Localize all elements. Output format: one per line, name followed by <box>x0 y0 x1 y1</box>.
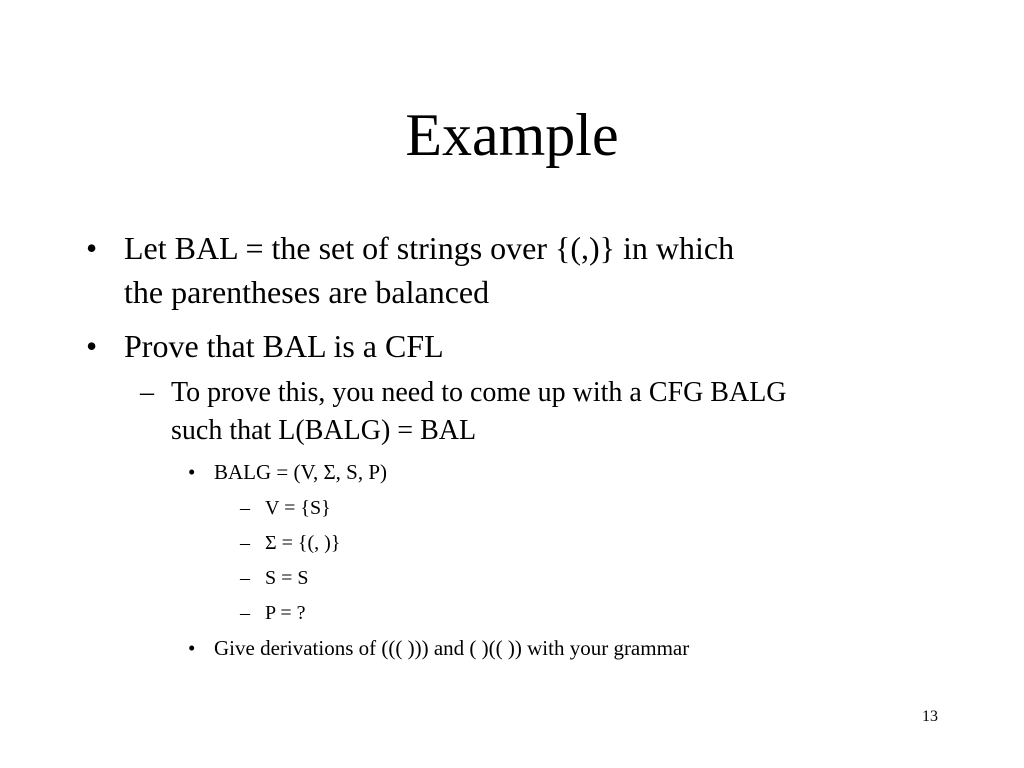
level4-bullet-marker: – <box>240 497 250 519</box>
level4-bullet-text: Σ = {(, )} <box>265 532 341 554</box>
page-number: 13 <box>922 708 938 725</box>
sub-bullet-marker: – <box>140 377 154 408</box>
bullet-text: Prove that BAL is a CFL <box>124 328 444 364</box>
level3-bullet-marker: • <box>188 460 196 484</box>
level4-bullet-text: S = S <box>265 567 309 589</box>
level4-bullet-marker: – <box>240 567 250 589</box>
level3-bullet-marker: • <box>188 636 196 660</box>
bullet-marker: • <box>86 328 98 364</box>
sub-bullet-text: To prove this, you need to come up with a CFG BALG <box>171 377 787 408</box>
level4-bullet-text: P = ? <box>265 602 306 624</box>
sub-bullet-text-continuation: such that L(BALG) = BAL <box>171 415 477 446</box>
level4-bullet-text: V = {S} <box>265 497 331 519</box>
level3-bullet-text: BALG = (V, Σ, S, P) <box>214 460 388 484</box>
bullet-text: Let BAL = the set of strings over {(,)} in which <box>124 230 735 266</box>
level4-bullet-marker: – <box>240 532 250 554</box>
slide-title: Example <box>405 102 619 168</box>
level3-bullet-text: Give derivations of ((( ))) and ( )(( )) with your grammar <box>214 636 690 660</box>
bullet-marker: • <box>86 230 98 266</box>
bullet-text-continuation: the parentheses are balanced <box>124 274 490 310</box>
level4-bullet-marker: – <box>240 602 250 624</box>
